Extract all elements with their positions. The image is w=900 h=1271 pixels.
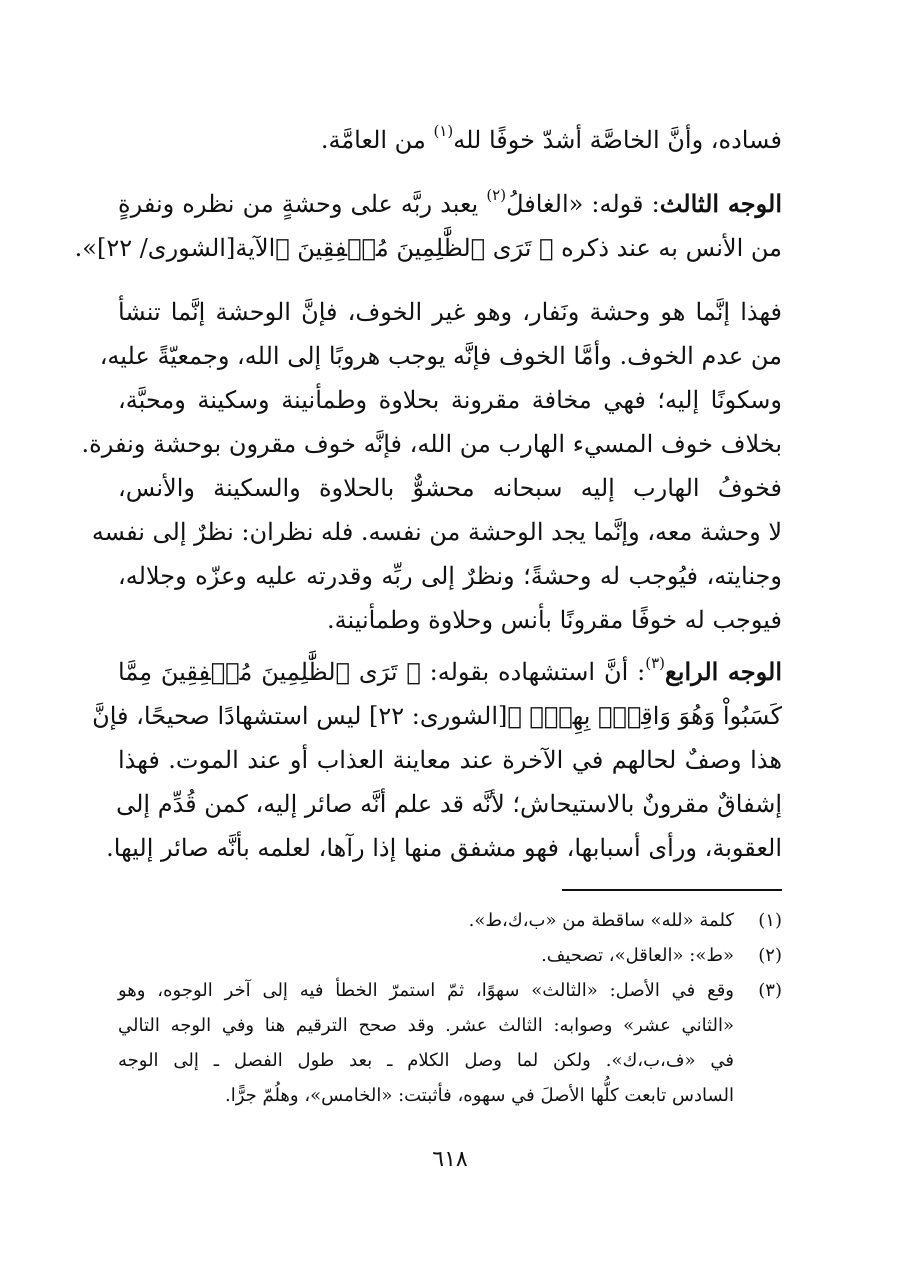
- footnote-ref-1: (١): [433, 122, 454, 140]
- footnote-3-line-2: «الثاني عشر» وصوابه: الثالث عشر. وقد صحح الترقيم هنا وفي الوجه التالي: [118, 1015, 734, 1036]
- footnote-number: (٢): [758, 945, 782, 966]
- paragraph-4-text: : أنَّ استشهاده بقوله: ﴿ تَرَى ٱلظَّٰلِمِينَ مُشۡفِقِينَ مِمَّا: [118, 658, 646, 686]
- paragraph-1-line-1: [118, 118, 782, 162]
- paragraph-4-line-5: العقوبة، ورأى أسبابها، فهو مشفق منها إذا رآها، لعلمه بأنَّه صائر إليها.: [106, 834, 782, 862]
- paragraph-3-line-5: فخوفُ الهارب إليه سبحانه محشوٌّ بالحلاوة والسكينة والأنس،: [118, 474, 782, 502]
- footnote-number: (٣): [758, 980, 782, 1001]
- footnote-3-line-4: السادس تابعت كلُّها الأصلَ في سهوه، فأثبتت: «الخامس»، وهلُمّ جرًّا.: [224, 1085, 734, 1106]
- paragraph-4-line-2: كَسَبُواْ وَهُوَ وَاقِعُۢ بِهِمۡۗ ﴾[الشورى: ٢٢] ليس استشهادًا صحيحًا، فإنَّ: [92, 702, 782, 730]
- paragraph-2-text-a: : قوله: «الغافلُ: [506, 190, 660, 218]
- paragraph-3-line-3: وسكونًا إليه؛ فهي مخافة مقرونة بحلاوة وطمأنينة وسكينة ومحبَّة،: [118, 386, 782, 414]
- footnote-ref-3: (٣): [645, 654, 665, 672]
- footnote-text: وقع في الأصل: «الثالث» سهوًا، ثمّ استمرّ الخطأ فيه إلى آخر الوجوه، وهو: [118, 980, 734, 1001]
- section-heading-fourth-aspect: الوجه الرابع: [664, 657, 783, 686]
- footnote-text: كلمة «لله» ساقطة من «ب،ك،ط».: [468, 910, 734, 931]
- section-heading-third-aspect: الوجه الثالث: [659, 189, 782, 218]
- paragraph-2-line-1: [118, 182, 782, 226]
- paragraph-3-line-4: بخلاف خوف المسيء الهارب من الله، فإنَّه خوف مقرون بوحشة ونفرة.: [81, 430, 782, 458]
- page-number: ٦١٨: [432, 1147, 468, 1172]
- paragraph-3-line-8: فيوجب له خوفًا مقرونًا بأنس وحلاوة وطمأنينة.: [326, 606, 782, 634]
- footnote-text: «ط»: «العاقل»، تصحيف.: [541, 945, 734, 966]
- paragraph-1-text-end: من العامَّة.: [320, 126, 434, 154]
- paragraph-4-line-4: إشفاقٌ مقرونٌ بالاستيحاش؛ لأنَّه قد علم أنَّه صائر إليه، كمن قُدِّم إلى: [116, 790, 782, 818]
- paragraph-4-line-3: هذا وصفٌ لحالهم في الآخرة عند معاينة العذاب أو عند الموت. فهذا: [118, 746, 782, 774]
- paragraph-3-line-1: فهذا إنَّما هو وحشة ونَفار، وهو غير الخوف، فإنَّ الوحشة إنَّما تنشأ: [118, 298, 782, 326]
- footnote-separator: [562, 889, 782, 891]
- paragraph-3-line-2: من عدم الخوف. وأمَّا الخوف فإنَّه يوجب هروبًا إلى الله، وجمعيّةً عليه،: [99, 342, 782, 370]
- footnote-3-line-3: في «ف،ب،ك». ولكن لما وصل الكلام ـ بعد طول الفصل ـ إلى الوجه: [118, 1050, 734, 1071]
- paragraph-2-line-2: من الأنس به عند ذكره ﴿ تَرَى ٱلظَّٰلِمِينَ مُشۡفِقِينَ ﴾الآية[الشورى/ ٢٢]».: [74, 234, 782, 262]
- paragraph-4-line-1: [118, 650, 782, 694]
- paragraph-1-text: فساده، وأنَّ الخاصَّة أشدّ خوفًا لله: [453, 126, 782, 154]
- footnote-number: (١): [758, 910, 782, 931]
- footnote-ref-2: (٢): [486, 186, 507, 204]
- paragraph-3-line-7: وجنايته، فيُوجب له وحشةً؛ ونظرٌ إلى ربِّه وقدرته عليه وعزّه وجلاله،: [118, 562, 782, 590]
- paragraph-2-text-b: يعبد ربَّه على وحشةٍ من نظره ونفرةٍ: [118, 190, 487, 218]
- paragraph-3-line-6: لا وحشة معه، وإنَّما يجد الوحشة من نفسه. فله نظران: نظرٌ إلى نفسه: [91, 518, 782, 546]
